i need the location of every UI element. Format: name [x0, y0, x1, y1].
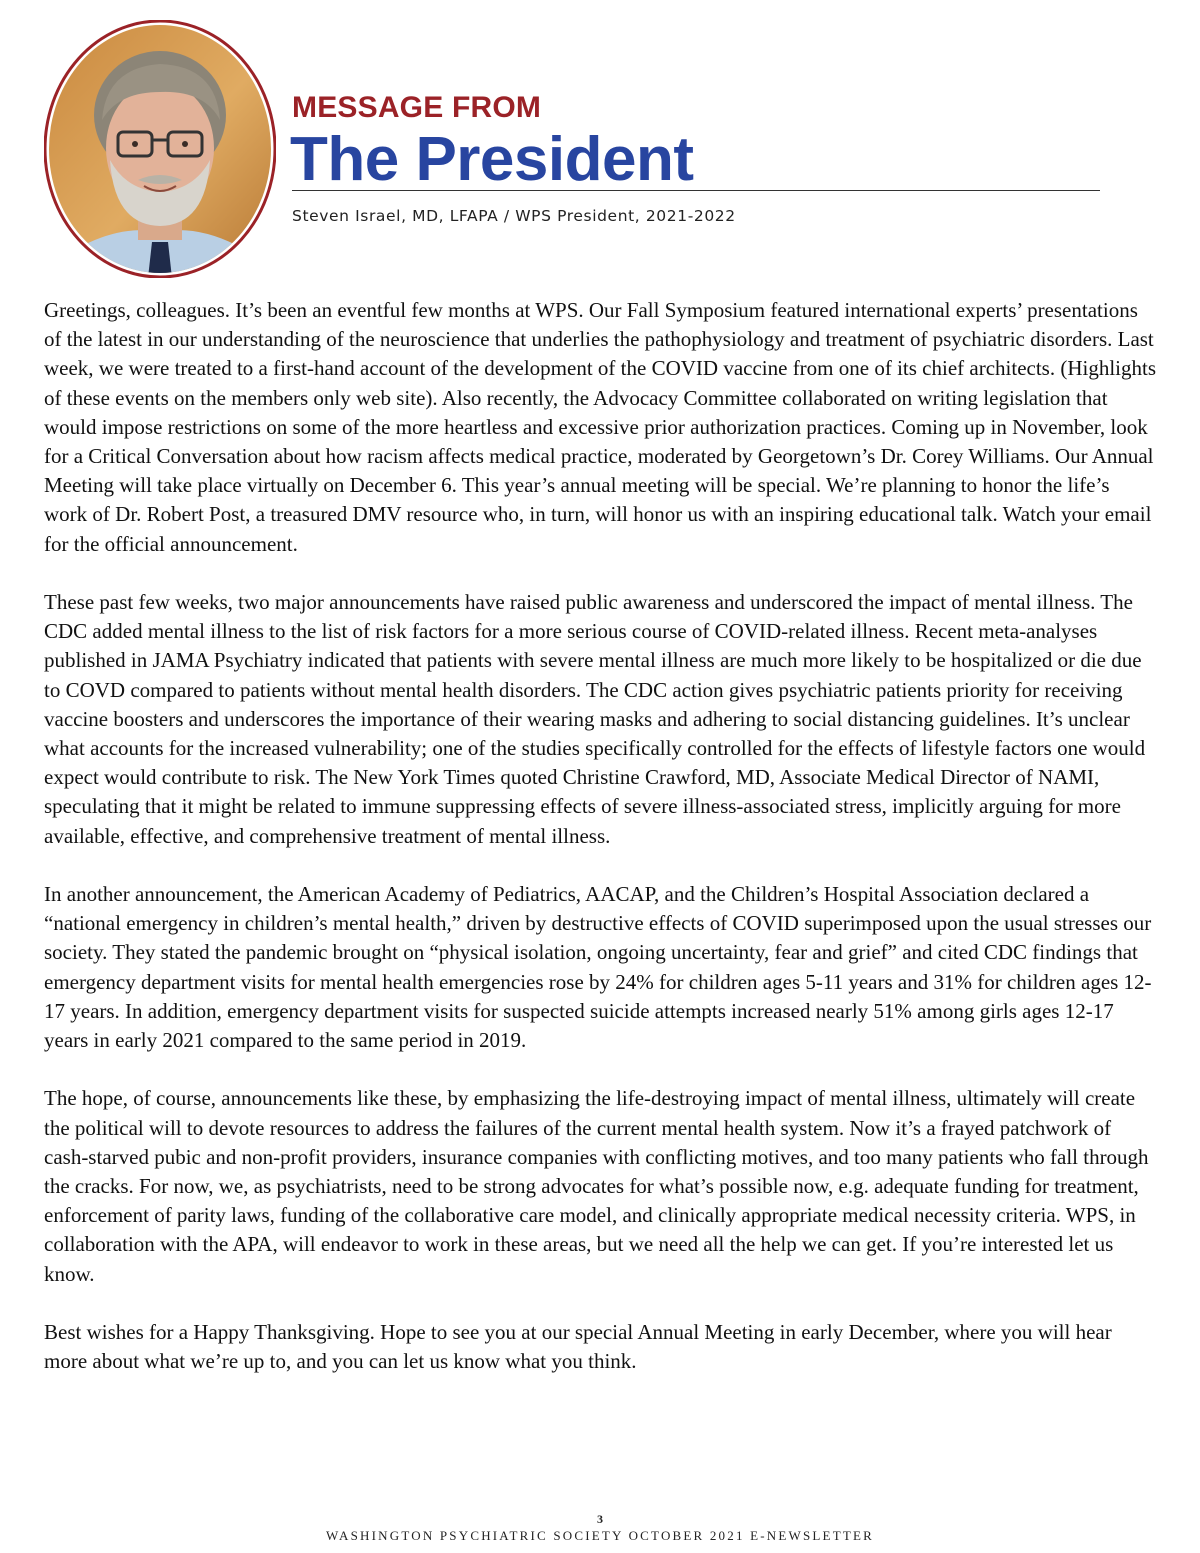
author-byline: Steven Israel, MD, LFAPA / WPS President, 2021-2022 — [292, 207, 736, 225]
publication-footer: WASHINGTON PSYCHIATRIC SOCIETY OCTOBER 2021 E-NEWSLETTER — [326, 1528, 874, 1543]
paragraph-announcements: These past few weeks, two major announcements have raised public awareness and underscored the impact of mental illness. The CDC added mental illness to the list of risk factors for a more serious course of COVID-related illness. Recent meta-analyses published in JAMA Psychiatry indicated that patients with severe mental illness are much more likely to be hospitalized or die due to COVD compared to patients without mental health disorders. The CDC action gives psychiatric patients priority for receiving vaccine boosters and underscores the importance of their wearing masks and adhering to social distancing guidelines. It’s unclear what accounts for the increased vulnerability; one of the studies specifically controlled for the effects of lifestyle factors one would expect would contribute to risk. The New York Times quoted Christine Crawford, MD, Associate Medical Director of NAMI, speculating that it might be related to immune suppressing effects of severe illness-associated stress, implicitly arguing for more available, effective, and comprehensive treatment of mental illness. — [44, 590, 1146, 848]
paragraph-closing: Best wishes for a Happy Thanksgiving. Hope to see you at our special Annual Meeting in early December, where you will hear more about what we’re up to, and you can let us know what you think. — [44, 1320, 1112, 1374]
paragraph-greetings: Greetings, colleagues. It’s been an eventful few months at WPS. Our Fall Symposium featured international experts’ presentations of the latest in our understanding of the neuroscience that underlies the pathophysiology and treatment of psychiatric disorders. Last week, we were treated to a first-hand account of the development of the COVID vaccine from one of its chief architects. (Highlights of these events on the members only web site). Also recently, the Advocacy Committee collaborated on writing legislation that would impose restrictions on some of the more heartless and excessive prior authorization practices. Coming up in November, look for a Critical Conversation about how racism affects medical practice, moderated by Georgetown’s Dr. Corey Williams. Our Annual Meeting will take place virtually on December 6. This year’s annual meeting will be special. We’re planning to honor the life’s work of Dr. Robert Post, a treasured DMV resource who, in turn, will honor us with an inspiring educational talk. Watch your email for the official announcement. — [44, 298, 1157, 556]
heading-kicker: MESSAGE FROM — [292, 91, 542, 124]
page-number: 3 — [597, 1512, 603, 1526]
page-title: The President — [290, 125, 694, 194]
message-body — [44, 296, 1156, 1376]
paragraph-hope: The hope, of course, announcements like these, by emphasizing the life-destroying impact of mental illness, ultimately will create the political will to devote resources to address the failures of the current mental health system. Now it’s a frayed patchwork of cash-starved pubic and non-profit providers, insurance companies with conflicting motives, and too many patients who fall through the cracks. For now, we, as psychiatrists, need to be strong advocates for what’s possible now, e.g. adequate funding for treatment, enforcement of parity laws, funding of the collaborative care model, and clinically appropriate medical necessity criteria. WPS, in collaboration with the APA, will endeavor to work in these areas, but we need all the help we can get. If you’re interested let us know. — [44, 1086, 1149, 1286]
paragraph-childrens-emergency: In another announcement, the American Academy of Pediatrics, AACAP, and the Children’s Hospital Association declared a “national emergency in children’s mental health,” driven by destructive effects of COVID superimposed upon the usual stresses our society. They stated the pandemic brought on “physical isolation, ongoing uncertainty, fear and grief” and cited CDC findings that emergency department visits for mental health emergencies rose by 24% for children ages 5-11 years and 31% for children ages 12-17 years. In addition, emergency department visits for suspected suicide attempts increased nearly 51% among girls ages 12-17 years in early 2021 compared to the same period in 2019. — [44, 882, 1152, 1053]
president-portrait — [44, 20, 276, 278]
title-divider — [292, 190, 1100, 191]
